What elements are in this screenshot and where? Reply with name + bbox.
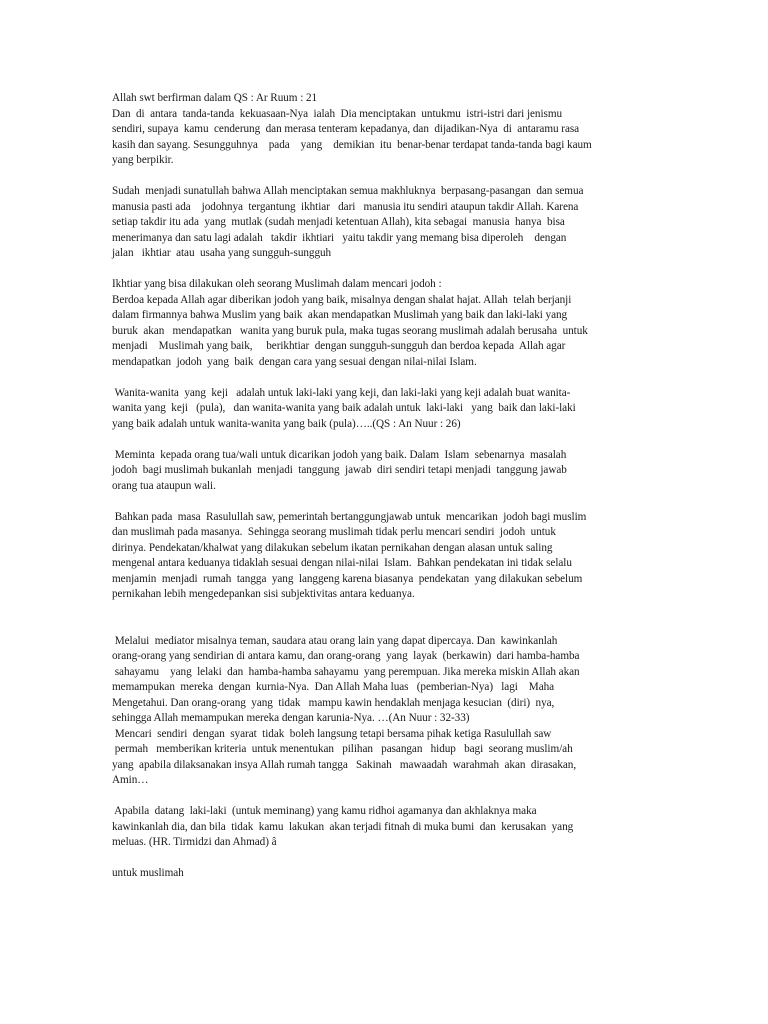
text-line: yang apabila dilaksanakan insya Allah rumah tangga Sakinah mawaadah warahmah akan dirasakan,	[112, 758, 577, 771]
paragraph	[112, 386, 650, 433]
text-line: meluas. (HR. Tirmidzi dan Ahmad) â	[112, 836, 277, 848]
text-line: memampukan mereka dengan kurnia-Nya. Dan Allah Maha luas (pemberian-Nya) lagi Maha	[112, 681, 555, 693]
text-line: untuk muslimah	[112, 867, 184, 879]
text-line: buruk akan mendapatkan wanita yang buruk pula, maka tugas seorang muslimah adalah berusaha untuk	[112, 324, 588, 337]
text-line: Mengetahui. Dan orang-orang yang tidak mampu kawin hendaklah menjaga kesucian (diri) nya,	[112, 696, 555, 709]
text-line: Mencari sendiri dengan syarat tidak boleh langsung tetapi bersama pihak ketiga Rasulullah saw	[112, 727, 552, 740]
text-line: Wanita-wanita yang keji adalah untuk laki-laki yang keji, dan laki-laki yang keji adalah buat wanita-	[112, 386, 571, 399]
text-line: orang-orang yang sendirian di antara kamu, dan orang-orang yang layak (berkawin) dari hamba-hamba	[112, 650, 580, 662]
text-line: jalan ikhtiar atau usaha yang sungguh-sungguh	[112, 247, 332, 259]
text-line: Dan di antara tanda-tanda kekuasaan-Nya ialah Dia menciptakan untukmu istri-istri dari jenismu	[112, 107, 563, 120]
text-line: Ikhtiar yang bisa dilakukan oleh seorang Muslimah dalam mencari jodoh :	[112, 278, 442, 290]
paragraph	[112, 804, 650, 851]
text-line: Berdoa kepada Allah agar diberikan jodoh yang baik, misalnya dengan shalat hajat. Allah telah berjanji	[112, 293, 572, 306]
text-line: Melalui mediator misalnya teman, saudara atau orang lain yang dapat dipercaya. Dan kawinkanlah	[112, 634, 558, 647]
paragraph	[112, 184, 650, 262]
text-line: jodoh bagi muslimah bukanlah menjadi tanggung jawab diri sendiri tetapi menjadi tanggung jawab	[112, 464, 567, 476]
paragraph	[112, 866, 650, 882]
text-line: kasih dan sayang. Sesungguhnya pada yang demikian itu benar-benar terdapat tanda-tanda bagi kaum	[112, 138, 592, 151]
text-line: mendapatkan jodoh yang baik dengan cara yang sesuai dengan nilai-nilai Islam.	[112, 355, 477, 368]
text-line: Amin…	[112, 774, 149, 786]
paragraph	[112, 634, 650, 789]
text-line: setiap takdir itu ada yang mutlak (sudah menjadi ketentuan Allah), kita sebagai manusia hanya bisa	[112, 216, 565, 228]
text-line: permah memberikan kriteria untuk menentukan pilihan pasangan hidup bagi seorang muslim/ah	[112, 743, 573, 755]
text-line: dan muslimah pada masanya. Sehingga seorang muslimah tidak perlu mencari sendiri jodoh untuk	[112, 526, 556, 538]
text-line: sendiri, supaya kamu cenderung dan merasa tenteram kepadanya, dan dijadikan-Nya di antaramu rasa	[112, 123, 580, 135]
paragraph	[112, 277, 650, 370]
text-line: mengenal antara keduanya tidaklah sesuai dengan nilai-nilai Islam. Bahkan pendekatan ini tidak selalu	[112, 557, 572, 569]
text-line: manusia pasti ada jodohnya tergantung ikhtiar dari manusia itu sendiri ataupun takdir Allah. Karena	[112, 200, 579, 213]
paragraph-spacer	[112, 618, 650, 634]
text-line: menjadi Muslimah yang baik, berikhtiar dengan sungguh-sungguh dan berdoa kepada Allah agar	[112, 340, 566, 352]
text-line: sehingga Allah memampukan mereka dengan karunia-Nya. …(An Nuur : 32-33)	[112, 712, 470, 724]
text-line: Meminta kepada orang tua/wali untuk dicarikan jodoh yang baik. Dalam Islam sebenarnya masalah	[112, 448, 567, 461]
paragraph	[112, 91, 650, 169]
text-line: dalam firmannya bahwa Muslim yang baik akan mendapatkan Muslimah yang baik dan laki-laki yang	[112, 309, 568, 321]
document-body	[112, 91, 650, 897]
text-line: dirinya. Pendekatan/khalwat yang dilakukan sebelum ikatan pernikahan dengan alasan untuk saling	[112, 541, 553, 554]
text-line: menjamin menjadi rumah tangga yang langgeng karena biasanya pendekatan yang dilakukan sebelum	[112, 572, 583, 585]
text-line: Bahkan pada masa Rasulullah saw, pemerintah bertanggungjawab untuk mencarikan jodoh bagi muslim	[112, 510, 587, 523]
text-line: sahayamu yang lelaki dan hamba-hamba sahayamu yang perempuan. Jika mereka miskin Allah akan	[112, 665, 580, 678]
text-line: wanita yang keji (pula), dan wanita-wanita yang baik adalah untuk laki-laki yang baik dan laki-laki	[112, 402, 576, 414]
text-line: Apabila datang laki-laki (untuk meminang) yang kamu ridhoi agamanya dan akhlaknya maka	[112, 805, 537, 817]
text-line: menerimanya dan satu lagi adalah takdir ikhtiari yaitu takdir yang memang bisa diperoleh dengan	[112, 231, 567, 244]
text-line: yang berpikir.	[112, 154, 174, 166]
text-line: kawinkanlah dia, dan bila tidak kamu lakukan akan terjadi fitnah di muka bumi dan kerusakan yang	[112, 820, 574, 833]
text-line: orang tua ataupun wali.	[112, 479, 216, 492]
text-line: Sudah menjadi sunatullah bahwa Allah menciptakan semua makhluknya berpasang-pasangan dan semua	[112, 185, 584, 197]
paragraph	[112, 448, 650, 495]
text-line: yang baik adalah untuk wanita-wanita yang baik (pula)…..(QS : An Nuur : 26)	[112, 417, 461, 430]
text-line: Allah swt berfirman dalam QS : Ar Ruum : 21	[112, 92, 318, 104]
text-line: pernikahan lebih mengedepankan sisi subjektivitas antara keduanya.	[112, 588, 415, 600]
paragraph	[112, 510, 650, 603]
